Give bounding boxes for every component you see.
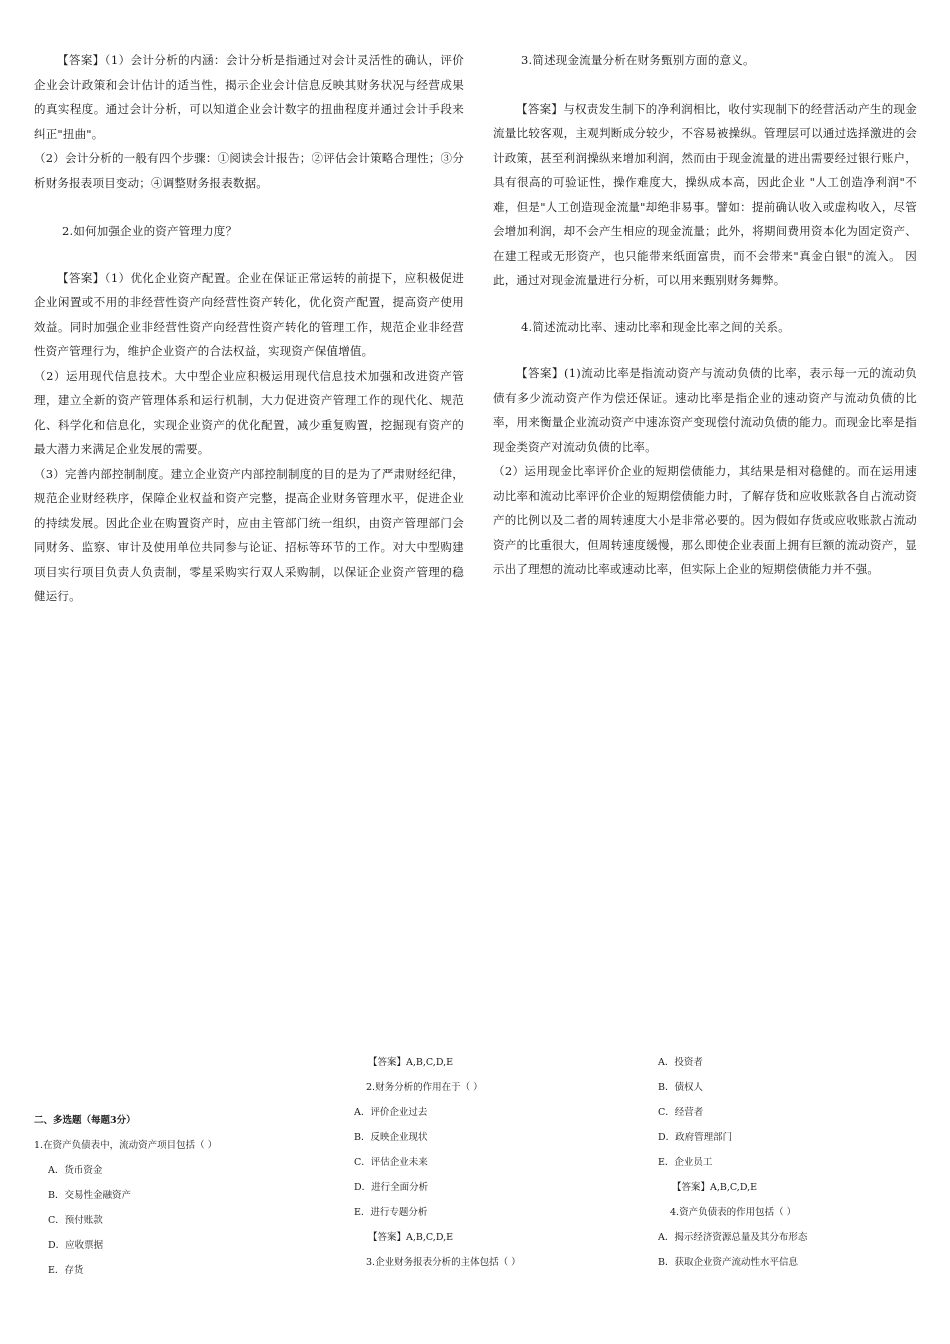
question-3: 3.简述现金流量分析在财务甄别方面的意义。 (521, 53, 755, 67)
answer-2-paragraph-1: 【答案】（1）优化企业资产配置。企业在保证正常运转的前提下，应积极促进企业闲置或不用的非经营性资产向经营性资产转化，优化资产配置，提高资产使用效益。同时加强企业非经营性资产向经营性资产转化的管理工作，规范企业非经营性资产管理行为，维护企业资产的合法权益，实现资产保值增值。 (34, 270, 464, 358)
mc-answer-2: 【答案】A,B,C,D,E (368, 1232, 454, 1243)
mc-option: D．进行全面分析 (354, 1182, 429, 1193)
answer-1-paragraph-2: （2）会计分析的一般有四个步骤：①阅读会计报告；②评估会计策略合理性；③分析财务报表项目变动；④调整财务报表数据。 (34, 151, 464, 190)
mc-option: E．进行专题分析 (354, 1207, 428, 1218)
mc-option: B．获取企业资产流动性水平信息 (658, 1257, 798, 1268)
mc-option: C．预付账款 (48, 1215, 103, 1226)
mc-option: D．政府管理部门 (658, 1132, 733, 1143)
mc-option: E．企业员工 (658, 1157, 713, 1168)
multiple-choice-column-3 (658, 1050, 938, 1275)
left-column (34, 48, 464, 609)
mc-option: A．投资者 (658, 1057, 703, 1068)
mc-answer-3: 【答案】A,B,C,D,E (672, 1182, 758, 1193)
mc-question-4: 4.资产负债表的作用包括（ ） (670, 1207, 797, 1218)
answer-4-paragraph-1: 【答案】(1)流动比率是指流动资产与流动负债的比率，表示每一元的流动负债有多少流动资产作为偿还保证。速动比率是指企业的速动资产与流动负债的比率，用来衡量企业流动资产中速冻资产变现偿付流动负债的能力。而现金比率是指现金类资产对流动负债的比率。 (493, 366, 917, 454)
answer-3: 【答案】与权责发生制下的净利润相比，收付实现制下的经营活动产生的现金流量比较客观，主观判断成分较少，不容易被操纵。管理层可以通过选择激进的会计政策，甚至利润操纵来增加利润，然而由于现金流量的进出需要经过银行账户，具有很高的可验证性，操作难度大，操纵成本高，因此企业 "人工创造净利润"不难，但是"人工创造现金流量"却绝非易事。譬如：提前确认收入或虚构收入，尽管会增加利润，却不会产生相应的现金流量；此外，将期间费用资本化为固定资产、在建工程或无形资产，也只能带来纸面富贵，而不会带来"真金白银"的流入。 因此，通过对现金流量进行分析，可以用来甄别财务舞弊。 (493, 101, 917, 287)
mc-option: B．债权人 (658, 1082, 703, 1093)
mc-question-1: 1.在资产负债表中，流动资产项目包括（ ） (34, 1140, 218, 1151)
question-2: 2.如何加强企业的资产管理力度？ (62, 224, 238, 238)
answer-4-paragraph-2: （2）运用现金比率评价企业的短期偿债能力，其结果是相对稳健的。而在运用速动比率和流动比率评价企业的短期偿债能力时，了解存货和应收账款各自占流动资产的比例以及二者的周转速度大小是非常必要的。因为假如存货或应收账款占流动资产的比重很大，但周转速度缓慢，那么即使企业表面上拥有巨额的流动资产，显示出了理想的流动比率或速动比率，但实际上企业的短期偿债能力并不强。 (493, 464, 917, 576)
multiple-choice-column-2 (354, 1050, 644, 1275)
mc-option: A．评价企业过去 (354, 1107, 428, 1118)
question-4: 4.简述流动比率、速动比率和现金比率之间的关系。 (521, 319, 790, 334)
mc-option: C．经营者 (658, 1107, 704, 1118)
mc-option: B．反映企业现状 (354, 1132, 428, 1143)
mc-option: C．评估企业未来 (354, 1157, 428, 1168)
mc-question-3: 3.企业财务报表分析的主体包括（ ） (366, 1257, 521, 1268)
mc-question-2: 2.财务分析的作用在于（ ） (366, 1082, 483, 1093)
section-title: 二、多选题（每题3分） (34, 1115, 136, 1126)
mc-option: A．货币资金 (48, 1165, 103, 1176)
right-column (493, 48, 917, 582)
answer-2-paragraph-3: （3）完善内部控制制度。建立企业资产内部控制制度的目的是为了严肃财经纪律，规范企业财经秩序，保障企业权益和资产完整，提高企业财务管理水平，促进企业的持续发展。因此企业在购置资产时，应由主管部门统一组织，由资产管理部门会同财务、监察、审计及使用单位共同参与论证、招标等环节的工作。对大中型购建项目实行项目负责人负责制，零星采购实行双人采购制，以保证企业资产管理的稳健运行。 (34, 466, 464, 603)
multiple-choice-column-1 (34, 1108, 334, 1283)
mc-option: D．应收票据 (48, 1240, 104, 1251)
answer-2-paragraph-2: （2）运用现代信息技术。大中型企业应积极运用现代信息技术加强和改进资产管理，建立全新的资产管理体系和运行机制，大力促进资产管理工作的现代化、规范化、科学化和信息化，实现企业资产的优化配置，减少重复购置，挖掘现有资产的最大潜力来满足企业发展的需要。 (34, 368, 464, 456)
mc-option: B．交易性金融资产 (48, 1190, 131, 1201)
mc-option: A．揭示经济资源总量及其分布形态 (658, 1232, 808, 1243)
answer-1-paragraph-1: 【答案】（1）会计分析的内涵：会计分析是指通过对会计灵活性的确认，评价企业会计政策和会计估计的适当性，揭示企业会计信息反映其财务状况与经营成果的真实程度。通过会计分析，可以知道企业会计数字的扭曲程度并通过会计手段来纠正"扭曲"。 (34, 53, 464, 141)
mc-answer-1: 【答案】A,B,C,D,E (368, 1057, 454, 1068)
mc-option: E．存货 (48, 1265, 84, 1276)
